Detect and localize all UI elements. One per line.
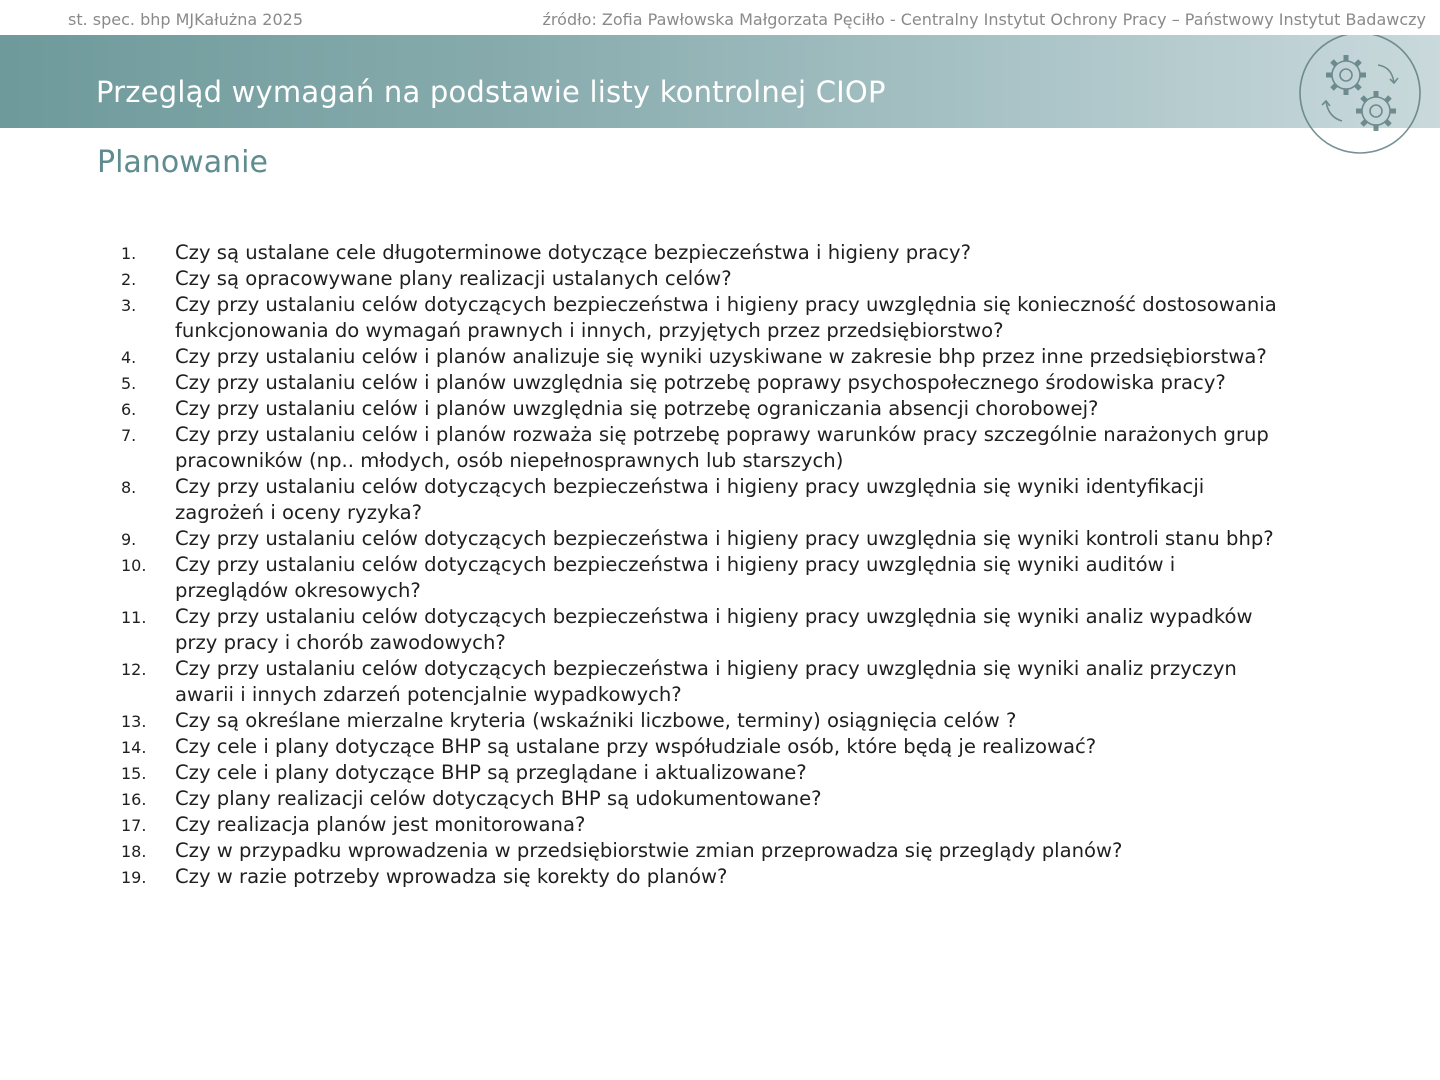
item-number: 9. <box>121 530 137 549</box>
top-info-bar <box>0 0 1440 34</box>
item-text: Czy przy ustalaniu celów dotyczących bezpieczeństwa i higieny pracy uwzględnia się wyniki analiz wypadków przy pracy i chorób zawodowych? <box>175 605 1253 654</box>
list-item <box>0 734 1440 760</box>
source-note: źródło: Zofia Pawłowska Małgorzata Pęciłło - Centralny Instytut Ochrony Pracy – Państwowy Instytut Badawczy <box>542 10 1426 29</box>
item-text: Czy cele i plany dotyczące BHP są przeglądane i aktualizowane? <box>175 761 807 784</box>
list-item <box>0 604 1440 656</box>
list-item <box>0 422 1440 474</box>
list-item <box>0 370 1440 396</box>
list-item <box>0 292 1440 344</box>
item-text: Czy w razie potrzeby wprowadza się korekty do planów? <box>175 865 728 888</box>
list-item <box>0 812 1440 838</box>
section-title: Planowanie <box>97 145 268 180</box>
item-number: 12. <box>121 660 147 679</box>
item-number: 17. <box>121 816 147 835</box>
item-text: Czy są ustalane cele długoterminowe dotyczące bezpieczeństwa i higieny pracy? <box>175 241 971 264</box>
item-number: 18. <box>121 842 147 861</box>
item-number: 15. <box>121 764 147 783</box>
item-text: Czy realizacja planów jest monitorowana? <box>175 813 586 836</box>
slide-title: Przegląd wymagań na podstawie listy kontrolnej CIOP <box>96 75 886 109</box>
list-item <box>0 786 1440 812</box>
item-text: Czy przy ustalaniu celów i planów analizuje się wyniki uzyskiwane w zakresie bhp przez inne przedsiębiorstwa? <box>175 345 1267 368</box>
list-item <box>0 396 1440 422</box>
item-number: 14. <box>121 738 147 757</box>
list-item <box>0 266 1440 292</box>
item-number: 8. <box>121 478 137 497</box>
item-number: 10. <box>121 556 147 575</box>
list-item <box>0 760 1440 786</box>
item-text: Czy przy ustalaniu celów dotyczących bezpieczeństwa i higieny pracy uwzględnia się wyniki analiz przyczyn awarii i innych zdarzeń potencjalnie wypadkowych? <box>175 657 1237 706</box>
item-number: 6. <box>121 400 137 419</box>
item-number: 2. <box>121 270 137 289</box>
list-item <box>0 526 1440 552</box>
item-text: Czy plany realizacji celów dotyczących BHP są udokumentowane? <box>175 787 822 810</box>
item-number: 5. <box>121 374 137 393</box>
list-item <box>0 552 1440 604</box>
item-number: 19. <box>121 868 147 887</box>
gears-icon <box>1296 35 1424 167</box>
list-item <box>0 240 1440 266</box>
item-number: 1. <box>121 244 137 263</box>
question-list <box>0 240 1440 890</box>
item-text: Czy cele i plany dotyczące BHP są ustalane przy współudziale osób, które będą je realizować? <box>175 735 1097 758</box>
item-number: 3. <box>121 296 137 315</box>
item-text: Czy przy ustalaniu celów dotyczących bezpieczeństwa i higieny pracy uwzględnia się konieczność dostosowania funkcjonowania do wymagań prawnych i innych, przyjętych przez przedsiębiorstwo? <box>175 293 1277 342</box>
item-text: Czy przy ustalaniu celów i planów rozważa się potrzebę poprawy warunków pracy szczególnie narażonych grup pracowników (np.. młodych, osób niepełnosprawnych lub starszych) <box>175 423 1269 472</box>
list-item <box>0 708 1440 734</box>
item-text: Czy przy ustalaniu celów i planów uwzględnia się potrzebę ograniczania absencji chorobowej? <box>175 397 1099 420</box>
list-item <box>0 838 1440 864</box>
item-number: 13. <box>121 712 147 731</box>
item-number: 11. <box>121 608 147 627</box>
item-text: Czy w przypadku wprowadzenia w przedsiębiorstwie zmian przeprowadza się przeglądy planów? <box>175 839 1123 862</box>
list-item <box>0 474 1440 526</box>
author-note: st. spec. bhp MJKałużna 2025 <box>68 10 303 29</box>
item-number: 7. <box>121 426 137 445</box>
item-text: Czy przy ustalaniu celów dotyczących bezpieczeństwa i higieny pracy uwzględnia się wyniki kontroli stanu bhp? <box>175 527 1274 550</box>
list-item <box>0 864 1440 890</box>
list-item <box>0 656 1440 708</box>
item-number: 16. <box>121 790 147 809</box>
item-text: Czy przy ustalaniu celów dotyczących bezpieczeństwa i higieny pracy uwzględnia się wyniki identyfikacji zagrożeń i oceny ryzyka? <box>175 475 1205 524</box>
item-number: 4. <box>121 348 137 367</box>
title-banner <box>0 35 1440 128</box>
item-text: Czy są opracowywane plany realizacji ustalanych celów? <box>175 267 732 290</box>
item-text: Czy przy ustalaniu celów i planów uwzględnia się potrzebę poprawy psychospołecznego środowiska pracy? <box>175 371 1226 394</box>
item-text: Czy przy ustalaniu celów dotyczących bezpieczeństwa i higieny pracy uwzględnia się wyniki auditów i przeglądów okresowych? <box>175 553 1176 602</box>
item-text: Czy są określane mierzalne kryteria (wskaźniki liczbowe, terminy) osiągnięcia celów ? <box>175 709 1017 732</box>
list-item <box>0 344 1440 370</box>
